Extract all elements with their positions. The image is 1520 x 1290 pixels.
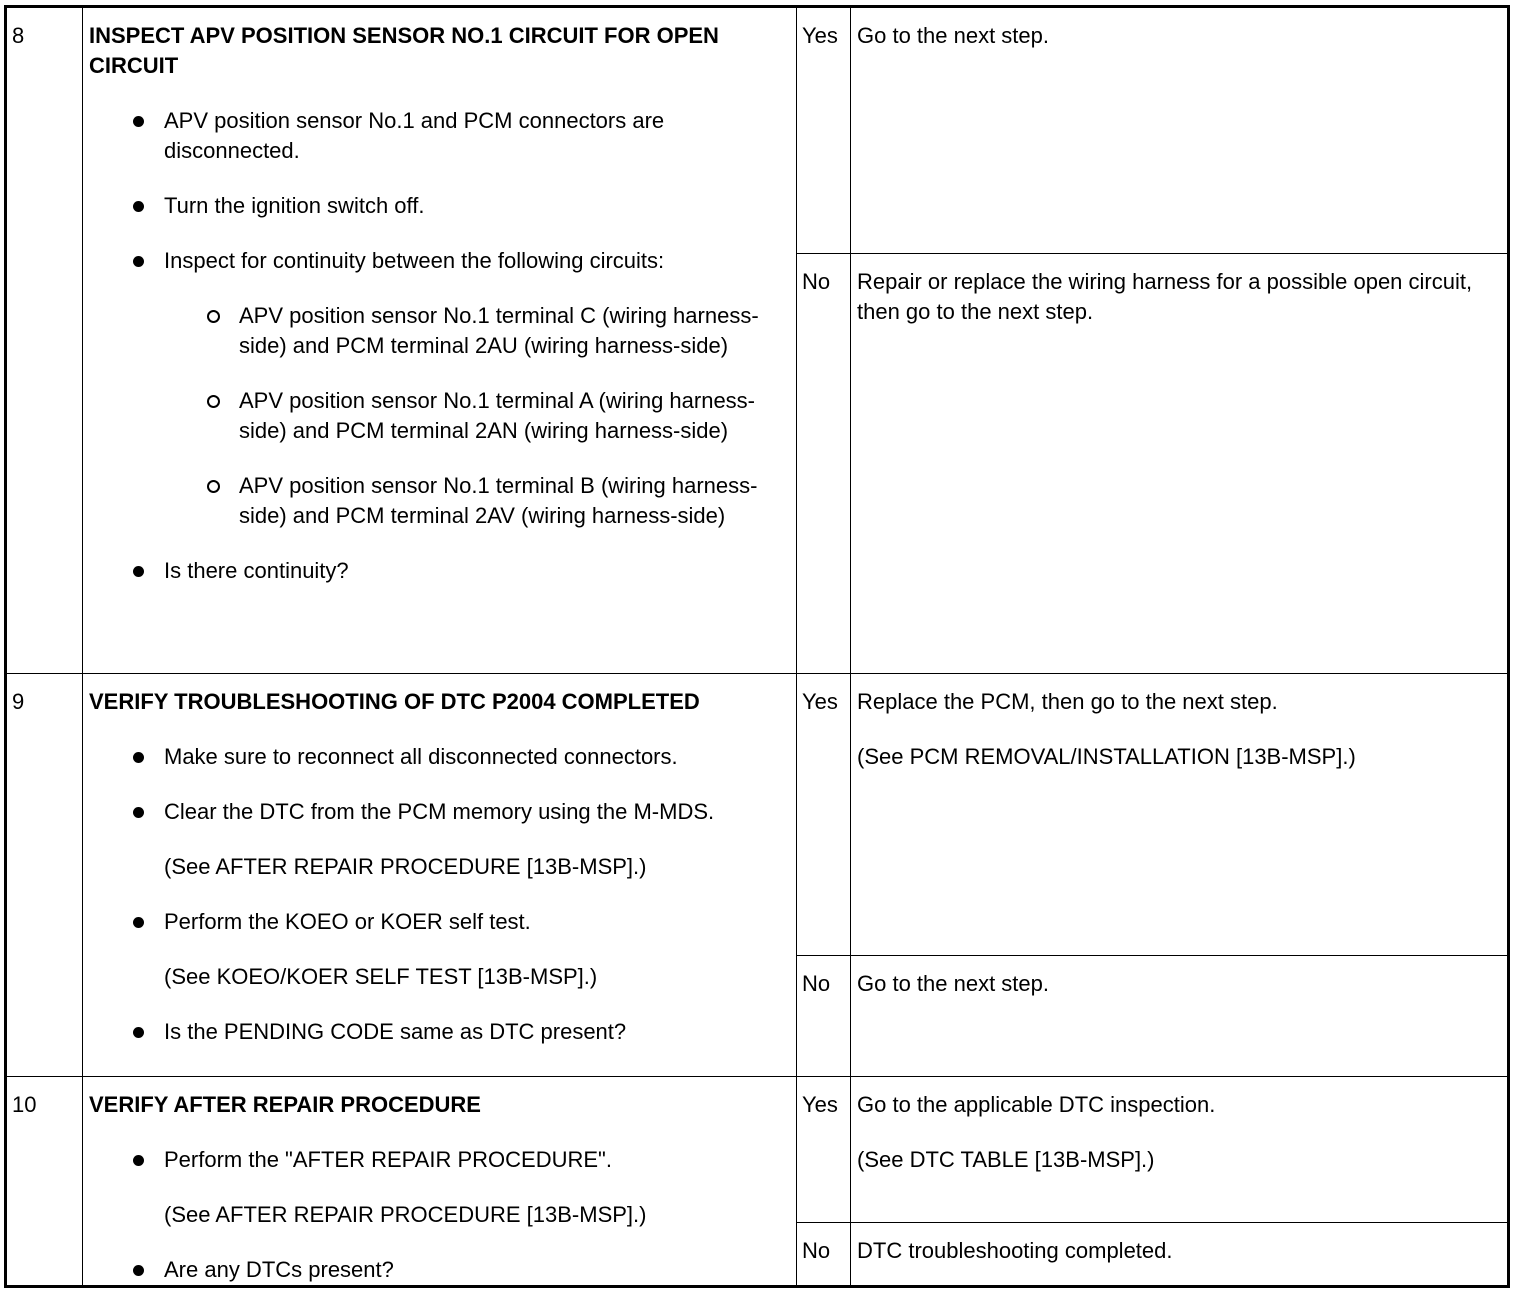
step-8-yes-row bbox=[6, 7, 1509, 254]
bullet-dot-icon bbox=[133, 201, 144, 212]
sub-list-item: APV position sensor No.1 terminal A (wiring harness-side) and PCM terminal 2AN (wiring harness-side) bbox=[164, 386, 788, 446]
list-item: Clear the DTC from the PCM memory using the M-MDS. bbox=[89, 797, 788, 827]
step-heading: VERIFY AFTER REPAIR PROCEDURE bbox=[89, 1092, 481, 1117]
bullet-dot-icon bbox=[133, 917, 144, 928]
no-action: Repair or replace the wiring harness for a possible open circuit, then go to the next step. bbox=[851, 254, 1509, 674]
step-number: 9 bbox=[6, 674, 83, 1077]
list-item bbox=[89, 1017, 788, 1047]
reference-note: (See KOEO/KOER SELF TEST [13B-MSP].) bbox=[164, 964, 598, 989]
bullet-list bbox=[89, 1017, 788, 1047]
bullet-dot-icon bbox=[133, 566, 144, 577]
bullet-list bbox=[89, 1145, 788, 1175]
no-label: No bbox=[797, 254, 851, 674]
yes-action: Go to the applicable DTC inspection. (See DTC TABLE [13B-MSP].) bbox=[851, 1077, 1509, 1223]
bullet-list bbox=[89, 742, 788, 827]
no-label: No bbox=[797, 1223, 851, 1287]
reference-note: (See PCM REMOVAL/INSTALLATION [13B-MSP].) bbox=[857, 744, 1356, 769]
yes-label: Yes bbox=[797, 1077, 851, 1223]
no-action: Go to the next step. bbox=[851, 956, 1509, 1077]
sub-bullet-list bbox=[164, 301, 788, 531]
bullet-dot-icon bbox=[133, 116, 144, 127]
bullet-dot-icon bbox=[133, 752, 144, 763]
sub-list-item: APV position sensor No.1 terminal C (wiring harness-side) and PCM terminal 2AU (wiring harness-side) bbox=[164, 301, 788, 361]
step-heading: VERIFY TROUBLESHOOTING OF DTC P2004 COMPLETED bbox=[89, 689, 700, 714]
yes-action: Go to the next step. bbox=[851, 7, 1509, 254]
bullet-list bbox=[89, 1255, 788, 1285]
bullet-list bbox=[89, 907, 788, 937]
list-item: Perform the KOEO or KOER self test. bbox=[89, 907, 788, 937]
yes-label: Yes bbox=[797, 674, 851, 956]
no-label: No bbox=[797, 956, 851, 1077]
list-item bbox=[89, 556, 788, 586]
step-question: Is there continuity? bbox=[164, 558, 349, 583]
reference-note: (See AFTER REPAIR PROCEDURE [13B-MSP].) bbox=[164, 1202, 647, 1227]
bullet-ring-icon bbox=[207, 480, 220, 493]
yes-action: Replace the PCM, then go to the next step. (See PCM REMOVAL/INSTALLATION [13B-MSP].) bbox=[851, 674, 1509, 956]
list-item: Inspect for continuity between the following circuits: APV position sensor No.1 terminal C (wiring harness-side) and PCM terminal 2AU (wiring harness-side) APV position sensor No.1 terminal A (wiring harness-side) and PCM terminal 2AN (wiring harness-side) APV position sensor No.1 terminal B (wiring harness-side) and PCM terminal 2AV (wiring harness-side) bbox=[89, 246, 788, 531]
bullet-dot-icon bbox=[133, 1027, 144, 1038]
bullet-list bbox=[89, 106, 788, 586]
step-number: 8 bbox=[6, 7, 83, 674]
bullet-ring-icon bbox=[207, 395, 220, 408]
step-question: Are any DTCs present? bbox=[164, 1257, 394, 1282]
step-heading: INSPECT APV POSITION SENSOR NO.1 CIRCUIT FOR OPEN CIRCUIT bbox=[89, 23, 719, 78]
step-body bbox=[83, 674, 797, 1077]
troubleshooting-table bbox=[4, 5, 1510, 1288]
reference-note: (See AFTER REPAIR PROCEDURE [13B-MSP].) bbox=[164, 854, 647, 879]
list-item: Make sure to reconnect all disconnected connectors. bbox=[89, 742, 788, 772]
list-item: APV position sensor No.1 and PCM connectors are disconnected. bbox=[89, 106, 788, 166]
step-body bbox=[83, 7, 797, 674]
bullet-ring-icon bbox=[207, 310, 220, 323]
step-body bbox=[83, 1077, 797, 1287]
step-9-yes-row bbox=[6, 674, 1509, 956]
list-item: Perform the "AFTER REPAIR PROCEDURE". bbox=[89, 1145, 788, 1175]
step-question: Is the PENDING CODE same as DTC present? bbox=[164, 1019, 627, 1044]
bullet-dot-icon bbox=[133, 1265, 144, 1276]
bullet-dot-icon bbox=[133, 807, 144, 818]
sub-list-item: APV position sensor No.1 terminal B (wiring harness-side) and PCM terminal 2AV (wiring harness-side) bbox=[164, 471, 788, 531]
step-10-yes-row bbox=[6, 1077, 1509, 1223]
no-action: DTC troubleshooting completed. bbox=[851, 1223, 1509, 1287]
bullet-dot-icon bbox=[133, 256, 144, 267]
step-number: 10 bbox=[6, 1077, 83, 1287]
yes-label: Yes bbox=[797, 7, 851, 254]
list-item bbox=[89, 1255, 788, 1285]
bullet-dot-icon bbox=[133, 1155, 144, 1166]
reference-note: (See DTC TABLE [13B-MSP].) bbox=[857, 1147, 1155, 1172]
list-item: Turn the ignition switch off. bbox=[89, 191, 788, 221]
